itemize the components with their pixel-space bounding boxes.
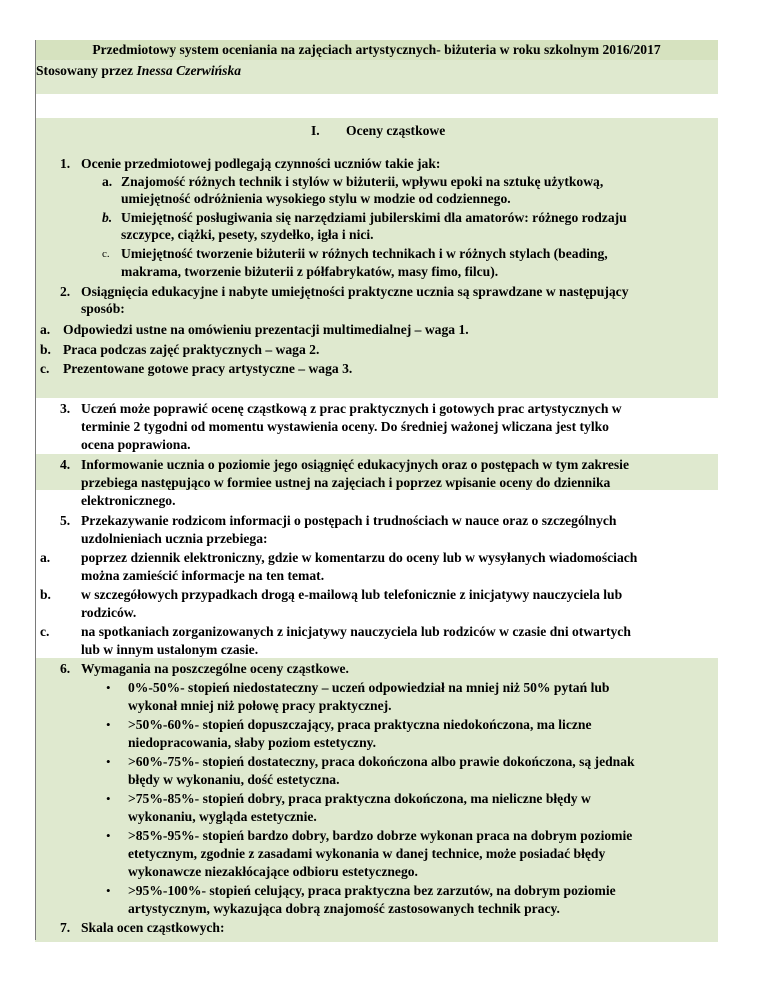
item-text: Umiejętność tworzenie biżuterii w różnych technikach i w różnych stylach (beading, (121, 246, 608, 261)
item-letter: a. (40, 550, 51, 565)
item-text: Praca podczas zajęć praktycznych – waga 2. (63, 342, 320, 357)
item-text: Prezentowane gotowe pracy artystyczne – waga 3. (63, 361, 353, 376)
item-text: Informowanie ucznia o poziomie jego osiągnięć edukacyjnych oraz o postępach w tym zakresie (81, 457, 629, 472)
item-letter: a. (40, 322, 51, 337)
item-text: można zamieścić informacje na ten temat. (81, 568, 325, 583)
item-text: szczypce, ciążki, pesety, szydełko, igła i nici. (121, 227, 374, 242)
grade-text: artystycznym, wykazująca dobrą znajomość zastosowanych technik pracy. (128, 901, 560, 916)
item-text: ocena poprawiona. (81, 437, 191, 452)
item-text: poprzez dziennik elektroniczny, gdzie w komentarzu do oceny lub w wysyłanych wiadomościach (81, 550, 638, 565)
grade-text: wykonał mniej niż połowę pracy praktycznej. (128, 698, 392, 713)
grade-text: >75%-85%- stopień dobry, praca praktyczna dokończona, ma nieliczne błędy w (128, 791, 591, 806)
item-text: w szczegółowych przypadkach drogą e-mailową lub telefonicznie z inicjatywy nauczyciela lub (81, 587, 623, 602)
grade-text: >85%-95%- stopień bardzo dobry, bardzo dobrze wykonan praca na dobrym poziomie (128, 828, 633, 843)
bullet-icon: • (106, 754, 111, 769)
bullet-icon: • (106, 717, 111, 732)
bullet-icon: • (106, 883, 111, 898)
item-text: sposób: (81, 301, 125, 316)
item-letter: b. (40, 587, 51, 602)
item-text: uzdolnieniach ucznia przebiega: (81, 531, 268, 546)
document-title: Przedmiotowy system oceniania na zajęciach artystycznych- biżuteria w roku szkolnym 2016/2017 (92, 42, 661, 57)
item-number: 3. (60, 401, 71, 416)
item-letter: b. (40, 342, 51, 357)
grade-text: >50%-60%- stopień dopuszczający, praca praktyczna niedokończona, ma liczne (128, 717, 592, 732)
item-text: Odpowiedzi ustne na omówieniu prezentacji multimedialnej – waga 1. (63, 322, 469, 337)
item-number: 6. (60, 661, 71, 676)
bullet-icon: • (106, 828, 111, 843)
grade-text: niedopracowania, słaby poziom estetyczny. (128, 735, 377, 750)
item-text: na spotkaniach zorganizowanych z inicjatywy nauczyciela lub rodziców w czasie dni otwartych (81, 624, 631, 639)
table-border (35, 40, 36, 940)
item-text: Znajomość różnych technik i stylów w biżuterii, wpływu epoki na sztukę użytkową, (121, 174, 604, 189)
bullet-icon: • (106, 791, 111, 806)
item-text: Przekazywanie rodzicom informacji o postępach i trudnościach w nauce oraz o szczególnych (81, 513, 617, 528)
grade-text: błędy w wykonaniu, dość estetyczna. (128, 772, 340, 787)
item-letter: c. (40, 361, 50, 376)
item-text: elektronicznego. (81, 493, 176, 508)
grade-text: >60%-75%- stopień dostateczny, praca dokończona albo prawie dokończona, są jednak (128, 754, 635, 769)
grade-text: 0%-50%- stopień niedostateczny – uczeń odpowiedział na mniej niż 50% pytań lub (128, 680, 610, 695)
grade-text: wykonawcze niezakłócające odbioru estetycznego. (128, 864, 418, 879)
grade-text: >95%-100%- stopień celujący, praca praktyczna bez zarzutów, na dobrym poziomie (128, 883, 616, 898)
grade-text: wykonaniu, wygląda estetycznie. (128, 809, 317, 824)
item-text: Osiągnięcia edukacyjne i nabyte umiejętności praktyczne ucznia są sprawdzane w następujący (81, 284, 629, 299)
item-number: 5. (60, 513, 71, 528)
item-text: makrama, tworzenie biżuterii z półfabrykatów, masy fimo, filcu). (121, 264, 499, 279)
item-text: przebiega następująco w formiee ustnej na zajęciach i poprzez wpisanie oceny do dziennika (81, 475, 611, 490)
item-text: terminie 2 tygodni od momentu wystawienia oceny. Do średniej ważonej wliczana jest tylko (81, 419, 609, 434)
item-number: 7. (60, 920, 71, 935)
item-text: umiejętność odróżnienia wysokiego stylu w modzie od codziennego. (121, 191, 511, 206)
item-letter: c. (40, 624, 50, 639)
item-text: Wymagania na poszczególne oceny cząstkowe. (81, 661, 349, 676)
item-text: Skala ocen cząstkowych: (81, 920, 225, 935)
author-line: Stosowany przez Inessa Czerwińska (36, 63, 242, 78)
item-number: 4. (60, 457, 71, 472)
section-heading: Oceny cząstkowe (346, 123, 446, 138)
item-text: Uczeń może poprawić ocenę cząstkową z prac praktycznych i gotowych prac artystycznych w (81, 401, 622, 416)
item-text: Umiejętność posługiwania się narzędziami jubilerskimi dla amatorów: różnego rodzaju (121, 210, 627, 225)
bullet-icon: • (106, 680, 111, 695)
item-text: rodziców. (81, 605, 137, 620)
item-letter: b. (102, 210, 113, 225)
item-text: Ocenie przedmiotowej podlegają czynności uczniów takie jak: (81, 156, 441, 171)
section-number: I. (311, 123, 320, 138)
item-text: lub w innym ustalonym czasie. (81, 642, 259, 657)
item-letter: a. (102, 174, 113, 189)
item-number: 2. (60, 284, 71, 299)
item-number: 1. (60, 156, 71, 171)
grade-text: etetycznym, zgodnie z zasadami wykonania w danej technice, może posiadać błędy (128, 846, 606, 861)
item-letter: c. (102, 248, 110, 260)
